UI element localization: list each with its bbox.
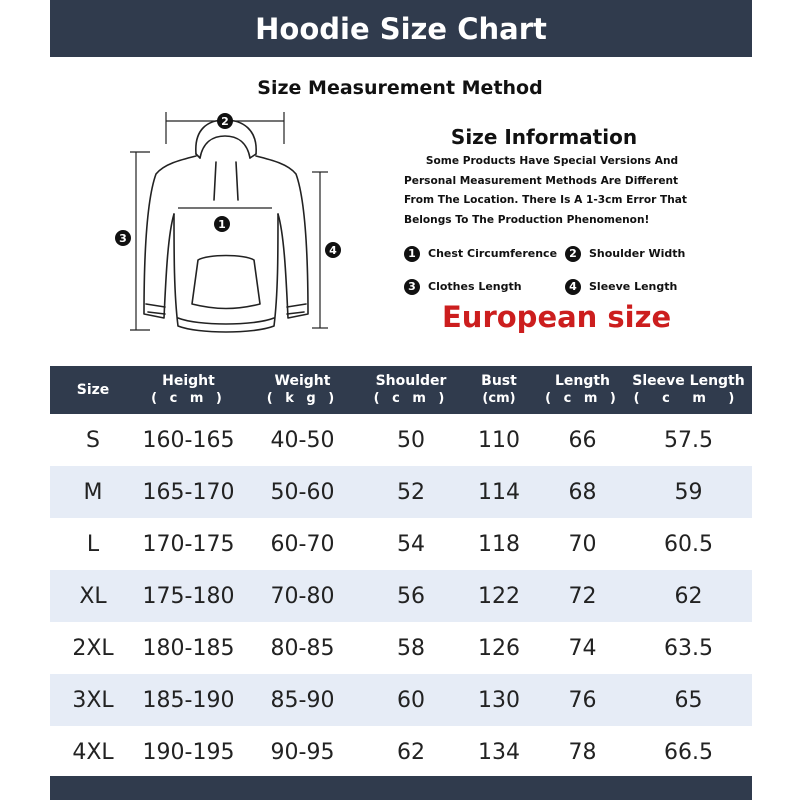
table-row [50, 726, 752, 778]
table-cell: 72 [568, 583, 597, 609]
legend-label: Shoulder Width [589, 247, 686, 260]
table-cell: 60 [397, 687, 425, 713]
legend-item [565, 279, 677, 295]
marker-4: 4 [329, 244, 337, 257]
column-header-bust: Bust (cm) [481, 373, 517, 406]
table-cell: 70-80 [270, 583, 335, 609]
table-cell: 122 [478, 583, 520, 609]
number-1-icon: 1 [404, 246, 420, 262]
legend-item [565, 246, 685, 262]
column-header-shoulder: Shoulder ( c m ) [373, 373, 449, 406]
info-line: Personal Measurement Methods Are Different [404, 174, 679, 187]
table-cell: 70 [568, 531, 597, 557]
marker-2: 2 [221, 115, 229, 128]
column-header-height: Height ( c m ) [151, 373, 226, 406]
table-cell: 130 [478, 687, 520, 713]
legend-label: Chest Circumference [428, 247, 558, 260]
method-title: Size Measurement Method [257, 77, 543, 99]
legend-item [404, 246, 565, 262]
table-cell: 63.5 [664, 635, 713, 661]
info-line: From The Location. There Is A 1-3cm Error That [404, 194, 687, 206]
number-3-icon: 3 [404, 279, 420, 295]
table-cell: 59 [674, 479, 703, 505]
table-cell: 68 [568, 479, 597, 505]
info-title: Size Information [450, 125, 638, 149]
table-cell: 110 [478, 427, 520, 453]
table-cell: M [83, 479, 103, 505]
table-cell: 170-175 [142, 531, 235, 557]
table-cell: 66 [568, 427, 597, 453]
table-cell: 40-50 [270, 427, 335, 453]
table-cell: 60-70 [270, 531, 335, 557]
table-cell: 66.5 [664, 739, 713, 765]
table-cell: 134 [478, 739, 520, 765]
table-cell: 185-190 [142, 687, 235, 713]
column-header-weight: Weight ( k g ) [266, 373, 339, 406]
table-cell: 62 [397, 739, 425, 765]
table-cell: 126 [478, 635, 520, 661]
measurement-legend [404, 237, 704, 303]
table-row [50, 518, 752, 570]
table-cell: 52 [397, 479, 425, 505]
table-cell: 85-90 [270, 687, 335, 713]
table-row [50, 674, 752, 726]
hoodie-diagram [108, 104, 358, 344]
marker-1: 1 [218, 218, 226, 231]
table-cell: L [86, 531, 100, 557]
table-cell: 62 [674, 583, 703, 609]
column-header-size: Size [76, 381, 110, 398]
table-cell: 2XL [72, 635, 114, 661]
table-row [50, 414, 752, 466]
table-row [50, 622, 752, 674]
table-cell: 118 [478, 531, 520, 557]
legend-label: Clothes Length [428, 280, 522, 293]
table-cell: 57.5 [664, 427, 713, 453]
table-cell: 56 [397, 583, 425, 609]
legend-label: Sleeve Length [589, 280, 678, 293]
number-4-icon: 4 [565, 279, 581, 295]
footer-bar [50, 776, 752, 800]
table-cell: 4XL [72, 739, 114, 765]
table-cell: XL [79, 583, 107, 609]
table-row [50, 466, 752, 518]
info-line: Belongs To The Production Phenomenon! [404, 213, 650, 226]
table-cell: 190-195 [142, 739, 235, 765]
table-cell: 54 [397, 531, 425, 557]
table-cell: 74 [568, 635, 597, 661]
table-cell: 58 [397, 635, 425, 661]
title-banner [50, 0, 752, 57]
page-title: Hoodie Size Chart [255, 11, 547, 46]
legend-item [404, 279, 565, 295]
size-information [400, 125, 700, 230]
table-row [50, 570, 752, 622]
marker-3: 3 [119, 232, 127, 245]
column-header-length: Length ( c m ) [545, 373, 620, 406]
table-cell: 180-185 [142, 635, 235, 661]
table-cell: 175-180 [142, 583, 235, 609]
table-cell: 78 [568, 739, 597, 765]
table-header [50, 366, 752, 414]
info-text [400, 152, 700, 230]
table-cell: 60.5 [664, 531, 713, 557]
table-cell: 76 [568, 687, 597, 713]
table-cell: 3XL [72, 687, 114, 713]
table-cell: 160-165 [142, 427, 235, 453]
table-cell: 65 [674, 687, 703, 713]
column-header-sleeve-length: Sleeve Length ( c m ) [632, 373, 745, 406]
table-cell: 90-95 [270, 739, 335, 765]
size-table [50, 366, 752, 778]
table-body [50, 414, 752, 778]
table-cell: S [86, 427, 100, 453]
region-label: European size [442, 300, 672, 334]
number-2-icon: 2 [565, 246, 581, 262]
table-cell: 165-170 [142, 479, 235, 505]
table-cell: 50-60 [270, 479, 335, 505]
table-cell: 50 [397, 427, 425, 453]
table-cell: 114 [478, 479, 520, 505]
table-cell: 80-85 [270, 635, 335, 661]
info-line: Some Products Have Special Versions And [425, 155, 679, 167]
